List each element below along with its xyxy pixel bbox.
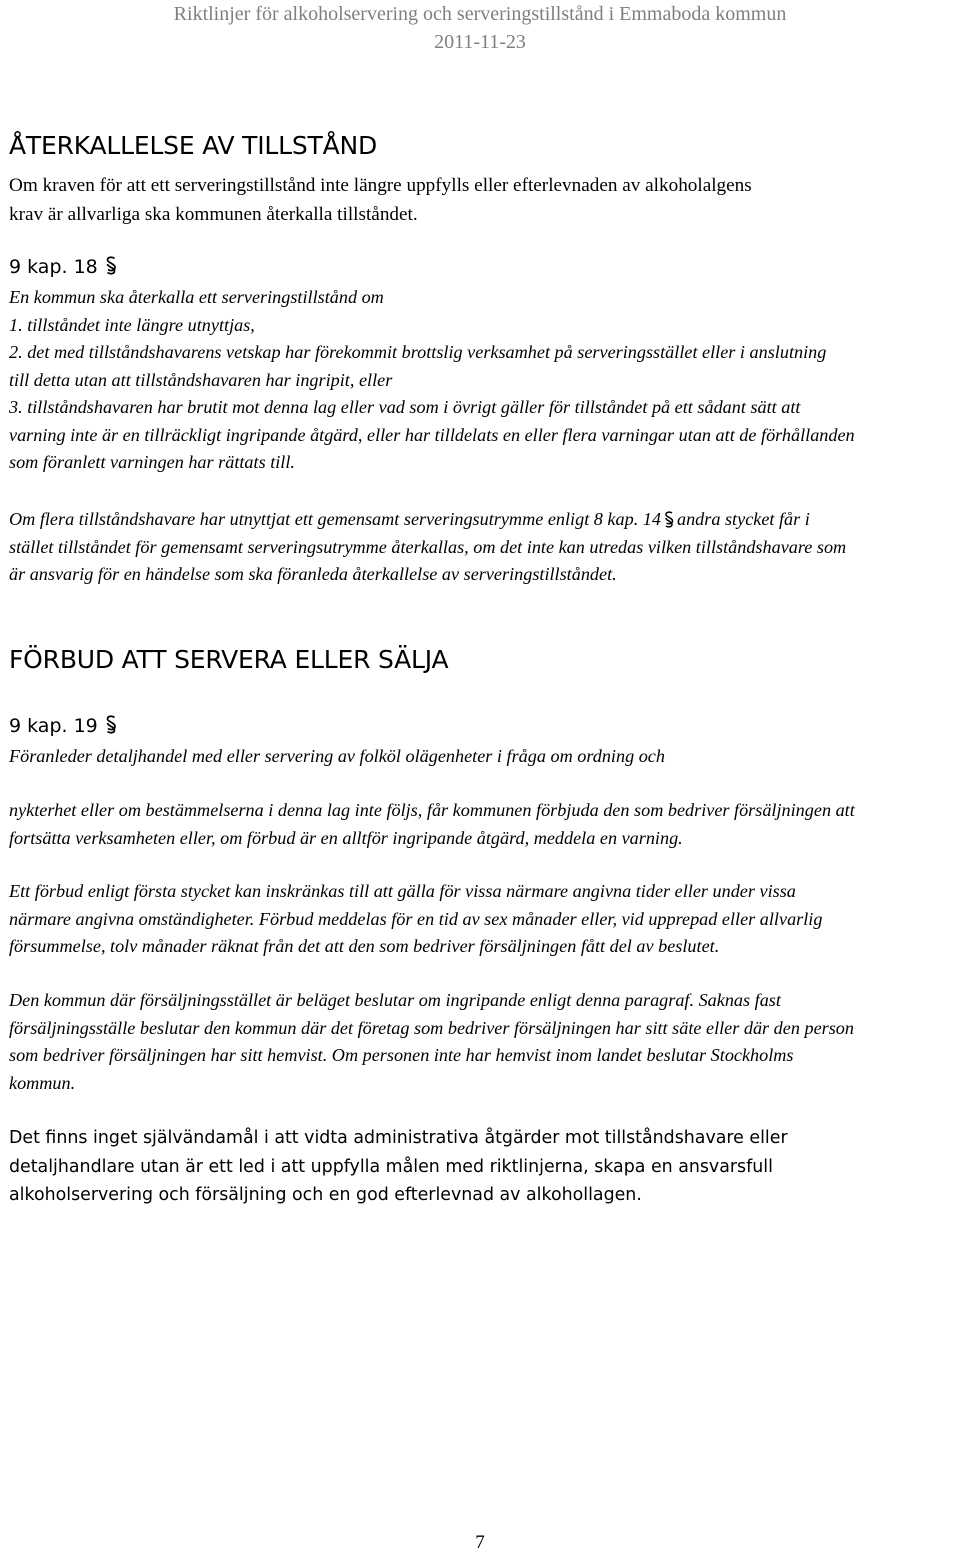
header-title: Riktlinjer för alkoholservering och serveringstillstånd i Emmaboda kommun: [173, 3, 787, 25]
text-line: krav är allvarliga ska kommunen återkalla tillståndet.: [9, 204, 418, 225]
law-quote-19-p4: [9, 987, 959, 1097]
text-line: alkoholservering och försäljning och en god efterlevnad av alkohollagen.: [9, 1185, 642, 1205]
law-reference-19: [9, 715, 118, 737]
header-date: 2011-11-23: [434, 31, 526, 53]
text-line: detaljhandlare utan är ett led i att uppfylla målen med riktlinjerna, skapa en ansvarsfull: [9, 1156, 773, 1177]
text-fragment: Om flera tillståndshavare har utnyttjat ett gemensamt serveringsutrymme enligt 8 kap. 14: [9, 509, 661, 529]
text-line: försummelse, tolv månader räknat från det att den som bedriver försäljningen fått del av beslutet.: [9, 936, 720, 956]
text-line: Om kraven för att ett serveringstillstånd inte längre uppfylls eller efterlevnaden av alkoholalgens: [9, 175, 752, 196]
text-fragment: andra stycket får i: [676, 509, 810, 529]
closing-paragraph: [9, 1124, 959, 1210]
section-sign-icon: [104, 256, 118, 275]
law-reference-text: 9 kap. 19: [9, 715, 98, 737]
text-line: Föranleder detaljhandel med eller servering av folköl olägenheter i fråga om ordning och: [9, 746, 665, 766]
section-heading-aterkallelse: ÅTERKALLELSE AV TILLSTÅND: [9, 131, 378, 160]
section-sign-icon: [663, 511, 675, 528]
text-line: stället tillståndet för gemensamt serveringsutrymme återkallas, om det inte kan utredas vilken tillståndshavare som: [9, 536, 847, 557]
text-line: kommun.: [9, 1072, 76, 1093]
text-line: varning inte är en tillräckligt ingripande åtgärd, eller har tilldelats en eller flera varningar utan att de förhållanden: [9, 424, 855, 445]
text-line: till detta utan att tillståndshavaren har ingripit, eller: [9, 369, 393, 390]
text-line: som föranlett varningen har rättats till.: [9, 452, 295, 472]
text-line: 3. tillståndshavaren har brutit mot denna lag eller vad som i övrigt gäller för tillståndet på ett sådant sätt att: [9, 397, 801, 417]
text-line: som bedriver försäljningen har sitt hemvist. Om personen inte har hemvist inom landet beslutar Stockholms: [9, 1045, 794, 1065]
intro-paragraph: [9, 171, 959, 229]
text-line: 1. tillståndet inte längre utnyttjas,: [9, 314, 255, 335]
text-line: En kommun ska återkalla ett serveringstillstånd om: [9, 287, 384, 307]
text-line: Den kommun där försäljningsstället är beläget beslutar om ingripande enligt denna paragraf. Saknas fast: [9, 990, 781, 1010]
law-quote-18: [9, 284, 959, 477]
page-number: 7: [475, 1532, 485, 1553]
law-reference-text: 9 kap. 18: [9, 256, 98, 278]
text-line: försäljningsställe beslutar den kommun där det företag som bedriver försäljningen har sitt säte eller där den person: [9, 1017, 854, 1038]
law-reference-18: [9, 256, 118, 278]
law-quote-gemensamt: [9, 506, 959, 589]
text-line: närmare angivna omständigheter. Förbud meddelas för en tid av sex månader eller, vid upprepad eller allvarlig: [9, 908, 823, 929]
text-line: Ett förbud enligt första stycket kan inskränkas till att gälla för vissa närmare angivna tider eller under vissa: [9, 881, 796, 901]
text-line: är ansvarig för en händelse som ska föranleda återkallelse av serveringstillståndet.: [9, 564, 617, 584]
section-heading-forbud: FÖRBUD ATT SERVERA ELLER SÄLJA: [9, 645, 449, 674]
law-quote-19-p3: [9, 878, 959, 961]
text-line: 2. det med tillståndshavarens vetskap har förekommit brottslig verksamhet på serveringsstället eller i anslutning: [9, 342, 827, 362]
text-line: Det finns inget självändamål i att vidta administrativa åtgärder mot tillståndshavare eller: [9, 1128, 788, 1148]
text-line: fortsätta verksamheten eller, om förbud är en alltför ingripande åtgärd, meddela en varning.: [9, 827, 683, 848]
section-sign-icon: [104, 715, 118, 734]
text-line: nykterhet eller om bestämmelserna i denna lag inte följs, får kommunen förbjuda den som bedriver försäljningen att: [9, 800, 855, 820]
text-line: [9, 506, 959, 534]
law-quote-19-p2: [9, 797, 959, 852]
law-quote-19-p1: [9, 743, 959, 771]
